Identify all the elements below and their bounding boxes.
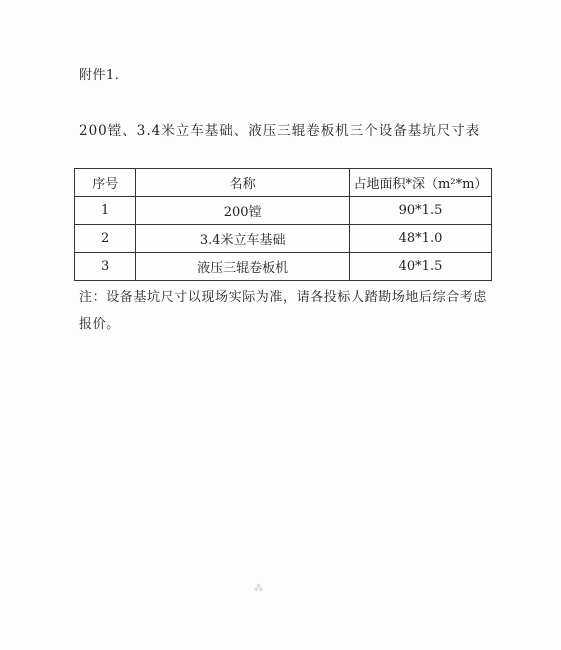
table-row: [75, 225, 492, 253]
pit-size-table: [74, 168, 492, 281]
row-index-cell: 2: [75, 225, 136, 253]
row-area-depth-cell: 48*1.0: [349, 225, 491, 253]
column-header-name: 名称: [136, 169, 350, 197]
table-header-row: [75, 169, 492, 197]
table-title: 200镗、3.4米立车基础、液压三辊卷板机三个设备基坑尺寸表: [79, 123, 481, 139]
table-row: [75, 253, 492, 281]
column-header-area-depth: 占地面积*深（m²*m）: [349, 169, 491, 197]
column-header-index: 序号: [75, 169, 136, 197]
row-area-depth-cell: 40*1.5: [349, 253, 491, 281]
attachment-label: 附件1.: [79, 68, 120, 83]
table-note: 注：设备基坑尺寸以现场实际为准，请各投标人踏勘场地后综合考虑报价。: [79, 290, 488, 332]
scan-mark: ⁂: [254, 584, 263, 594]
row-name-cell: 200镗: [136, 197, 350, 225]
table-row: [75, 197, 492, 225]
row-index-cell: 1: [75, 197, 136, 225]
row-name-cell: 液压三辊卷板机: [136, 253, 350, 281]
row-index-cell: 3: [75, 253, 136, 281]
row-name-cell: 3.4米立车基础: [136, 225, 350, 253]
row-area-depth-cell: 90*1.5: [349, 197, 491, 225]
